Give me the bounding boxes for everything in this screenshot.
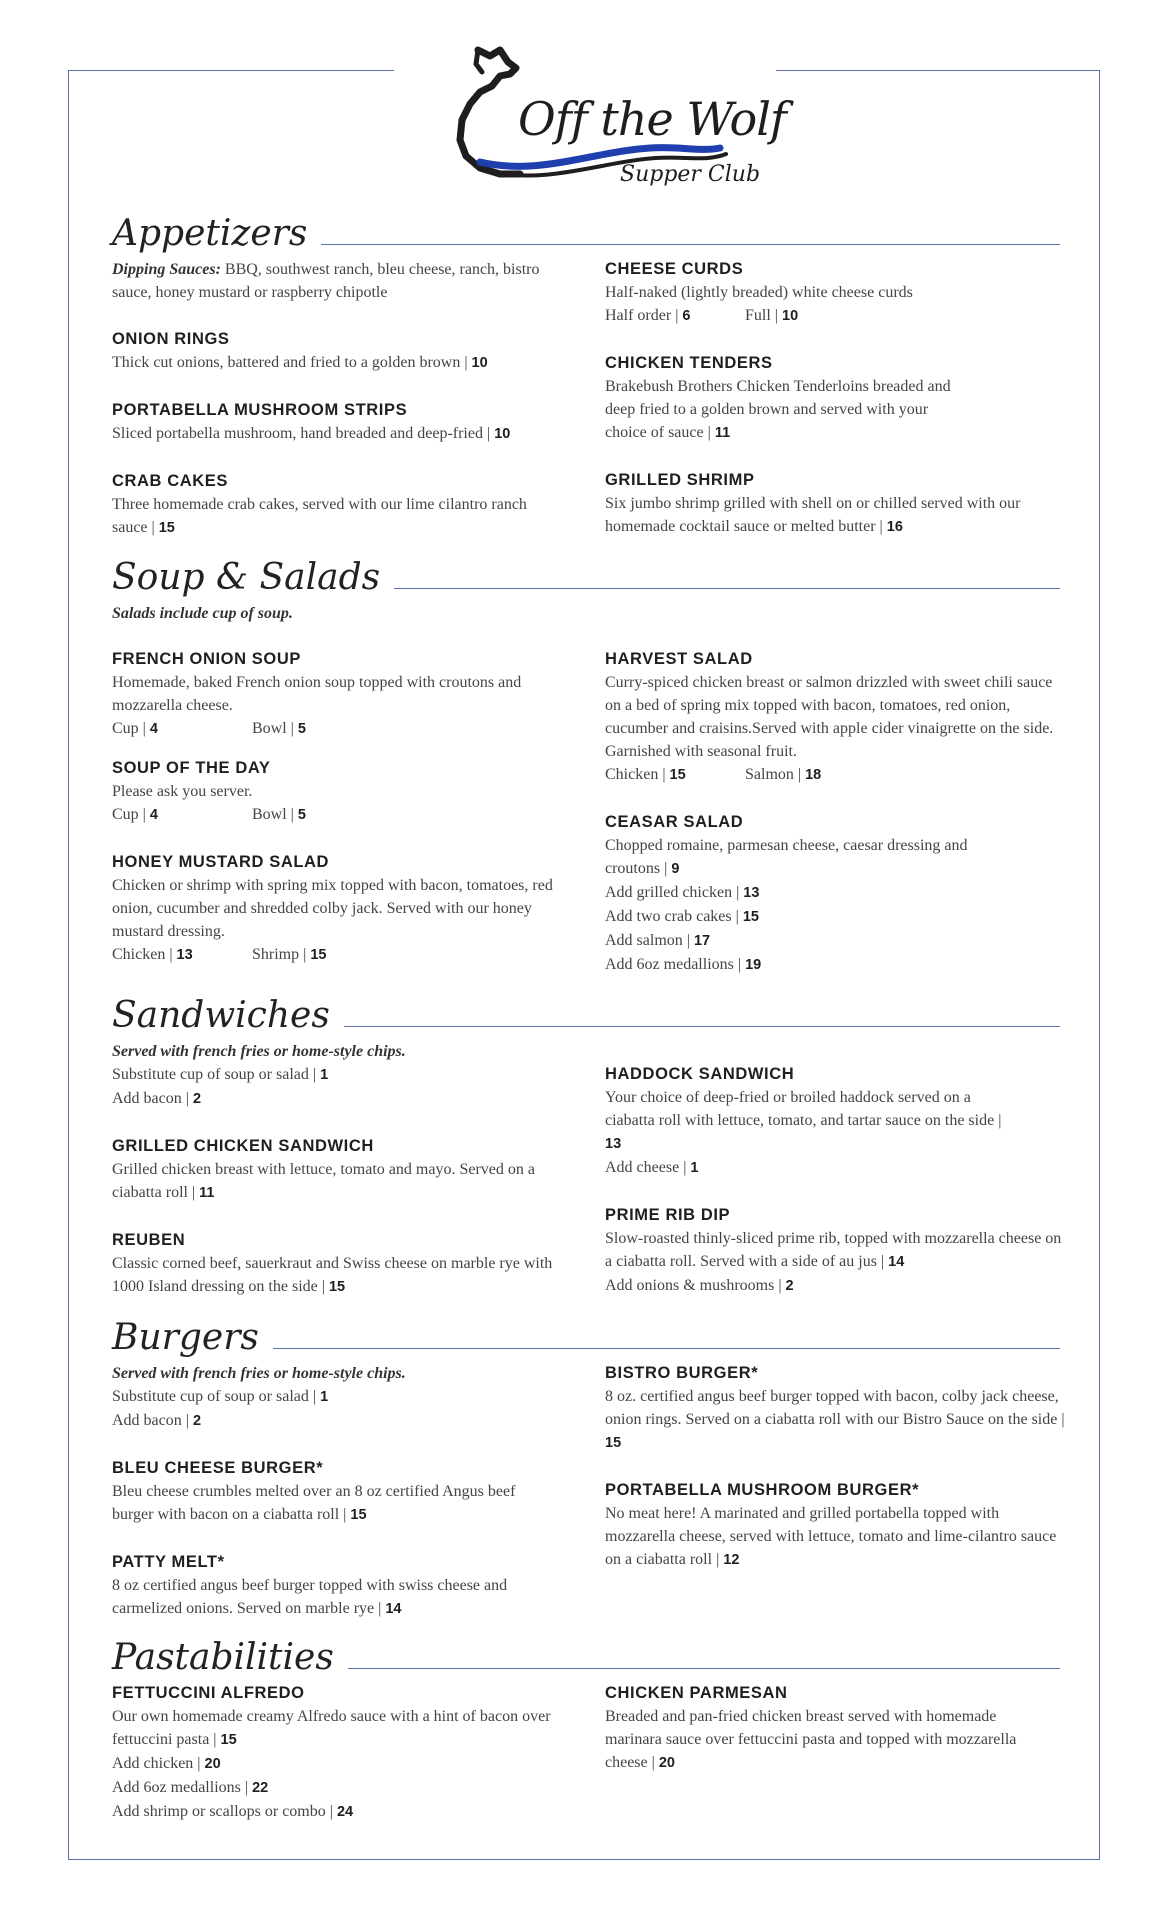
item-desc: Please ask you server. <box>112 783 253 800</box>
item-price: 11 <box>199 1185 215 1201</box>
option-price: 13 <box>176 947 193 963</box>
item-name: HARVEST SALAD <box>605 650 753 668</box>
right-column <box>605 1682 1070 1799</box>
option-label: Cup | <box>112 720 150 737</box>
addon-price: 15 <box>742 909 759 925</box>
addon-label: Substitute cup of soup or salad | <box>112 1388 321 1405</box>
left-column <box>112 258 577 564</box>
item-name: SOUP OF THE DAY <box>112 759 271 777</box>
soup-salads-section <box>112 556 1060 976</box>
addon-label: Add bacon | <box>112 1090 193 1107</box>
item-desc: Slow-roasted thinly-sliced prime rib, topped with mozzarella cheese on a ciabatta roll. Served with a side of au jus | <box>605 1230 1062 1270</box>
section-note: Salads include cup of soup. <box>112 605 293 622</box>
addon-label: Substitute cup of soup or salad | <box>112 1066 321 1083</box>
addon-price: 1 <box>320 1067 329 1083</box>
menu-item <box>112 1229 577 1299</box>
burgers-section <box>112 1316 1065 1617</box>
left-column <box>112 1682 577 1848</box>
menu-item <box>112 757 577 827</box>
item-name: BISTRO BURGER* <box>605 1364 759 1382</box>
sandwiches-section <box>112 994 1060 1294</box>
item-price: 14 <box>385 1601 402 1617</box>
option-label: Cup | <box>112 806 150 823</box>
section-note: Served with french fries or home-style chips. <box>112 1365 406 1382</box>
section-title: Soup & Salads <box>112 556 394 600</box>
logo-title: Off the Wolf <box>518 92 786 146</box>
item-name: GRILLED CHICKEN SANDWICH <box>112 1137 374 1155</box>
section-header <box>112 556 1060 600</box>
addon-label: Add cheese | <box>605 1159 691 1176</box>
addon-label: Add onions & mushrooms | <box>605 1277 786 1294</box>
dipping-sauces <box>112 258 577 304</box>
item-desc: Grilled chicken breast with lettuce, tomato and mayo. Served on a ciabatta roll | <box>112 1161 535 1201</box>
item-desc: Chicken or shrimp with spring mix topped with bacon, tomatoes, red onion, cucumber and shredded colby jack. Served with our honey mustard dressing. <box>112 877 553 940</box>
addon-label: Add bacon | <box>112 1412 193 1429</box>
option-price: 18 <box>805 767 822 783</box>
addon-price: 2 <box>192 1413 202 1429</box>
addon-price: 17 <box>693 933 711 949</box>
appetizers-section <box>112 212 1060 552</box>
item-desc: Half-naked (lightly breaded) white cheese curds <box>605 284 913 301</box>
item-desc: Sliced portabella mushroom, hand breaded and deep-fried | <box>112 425 495 442</box>
item-price: 15 <box>605 1435 622 1451</box>
item-desc: Chopped romaine, parmesan cheese, caesar dressing and croutons | <box>605 837 968 877</box>
option-price: 5 <box>297 807 306 823</box>
pastabilities-section <box>112 1636 1060 1836</box>
option-label: Shrimp | <box>252 946 311 963</box>
item-price: 15 <box>328 1279 346 1295</box>
section-notes <box>112 1362 577 1433</box>
section-title: Appetizers <box>112 212 321 256</box>
menu-item <box>112 648 577 741</box>
item-name: CHICKEN TENDERS <box>605 354 773 372</box>
item-desc: Your choice of deep-fried or broiled haddock served on a ciabatta roll with lettuce, tomato, and tartar sauce on the side | <box>605 1089 1002 1129</box>
section-header <box>112 1636 1060 1680</box>
menu-item <box>605 1479 1070 1572</box>
option-label: Chicken | <box>112 946 177 963</box>
menu-item <box>112 851 577 967</box>
menu-item <box>112 470 577 540</box>
addon-price: 24 <box>336 1804 354 1820</box>
item-name: ONION RINGS <box>112 330 230 348</box>
section-title: Burgers <box>112 1316 273 1360</box>
item-name: PRIME RIB DIP <box>605 1206 731 1224</box>
item-name: FRENCH ONION SOUP <box>112 650 301 668</box>
section-notes <box>112 1040 577 1111</box>
menu-item <box>605 258 1070 328</box>
item-name: CEASAR SALAD <box>605 813 744 831</box>
item-desc: Three homemade crab cakes, served with our lime cilantro ranch sauce | <box>112 496 527 536</box>
item-name: FETTUCCINI ALFREDO <box>112 1684 305 1702</box>
dipping-text: BBQ, southwest ranch, bleu cheese, ranch, bistro sauce, honey mustard or raspberry chipotle <box>112 261 540 301</box>
addon-label: Add salmon | <box>605 932 694 949</box>
option-label: Chicken | <box>605 766 670 783</box>
menu-item <box>112 1135 577 1205</box>
item-name: PATTY MELT* <box>112 1553 225 1571</box>
section-header <box>112 994 1060 1038</box>
addon-label: Add grilled chicken | <box>605 884 744 901</box>
menu-item <box>112 328 577 375</box>
addon-price: 2 <box>785 1278 794 1294</box>
item-name: PORTABELLA MUSHROOM BURGER* <box>605 1481 920 1499</box>
addon-label: Add chicken | <box>112 1755 205 1772</box>
item-price: 16 <box>886 519 903 535</box>
item-name: BLEU CHEESE BURGER* <box>112 1459 324 1477</box>
item-desc: 8 oz certified angus beef burger topped with swiss cheese and carmelized onions. Served on marble rye | <box>112 1577 508 1617</box>
item-desc: 8 oz. certified angus beef burger topped with bacon, colby jack cheese, onion rings. Served on a ciabatta roll with our Bistro Sauce on the side | <box>605 1388 1065 1428</box>
item-name: HONEY MUSTARD SALAD <box>112 853 330 871</box>
item-desc: Curry-spiced chicken breast or salmon drizzled with sweet chili sauce on a bed of spring mix topped with bacon, tomatoes, red onion, cucumber and craisins.Served with apple cider vinaigrette on the side. Garnished with seasonal fruit. <box>605 674 1054 760</box>
option-label: Salmon | <box>745 766 806 783</box>
menu-item <box>605 1204 1070 1298</box>
option-price: 4 <box>149 721 158 737</box>
section-note: Served with french fries or home-style chips. <box>112 1043 406 1060</box>
menu-item <box>605 1063 1070 1180</box>
menu-item <box>112 1551 577 1621</box>
item-desc: No meat here! A marinated and grilled portabella topped with mozzarella cheese, served with lettuce, tomato and lime-cilantro sauce on a ciabatta roll | <box>605 1505 1057 1568</box>
option-label: Full | <box>745 307 782 324</box>
item-price: 10 <box>471 355 488 371</box>
item-name: GRILLED SHRIMP <box>605 471 755 489</box>
item-desc: Our own homemade creamy Alfredo sauce with a hint of bacon over fettuccini pasta | <box>112 1708 551 1748</box>
menu-item <box>605 648 1070 787</box>
item-desc: Breaded and pan-fried chicken breast served with homemade marinara sauce over fettuccini pasta and topped with mozzarella cheese | <box>605 1708 1017 1771</box>
menu-item <box>112 399 577 446</box>
item-desc: Bleu cheese crumbles melted over an 8 oz certified Angus beef burger with bacon on a ciabatta roll | <box>112 1483 516 1523</box>
addon-label: Add two crab cakes | <box>605 908 743 925</box>
addon-price: 20 <box>204 1756 221 1772</box>
menu-item <box>605 1682 1070 1775</box>
addon-label: Add 6oz medallions | <box>605 956 746 973</box>
option-price: 15 <box>310 947 327 963</box>
addon-price: 22 <box>252 1780 269 1796</box>
menu-item <box>605 352 1070 445</box>
addon-price: 1 <box>320 1389 329 1405</box>
item-name: HADDOCK SANDWICH <box>605 1065 795 1083</box>
option-price: 6 <box>682 308 691 324</box>
item-price: 11 <box>714 425 731 441</box>
menu-item <box>605 811 1070 977</box>
item-price: 12 <box>723 1552 740 1568</box>
item-desc: Thick cut onions, battered and fried to a golden brown | <box>112 354 472 371</box>
item-name: CRAB CAKES <box>112 472 229 490</box>
item-name: CHEESE CURDS <box>605 260 744 278</box>
section-header <box>112 212 1060 256</box>
menu-item <box>605 469 1070 539</box>
left-column <box>112 1362 577 1645</box>
item-price: 15 <box>350 1507 367 1523</box>
item-desc: Brakebush Brothers Chicken Tenderloins breaded and deep fried to a golden brown and served with your choice of sauce | <box>605 378 951 441</box>
item-price: 10 <box>494 426 511 442</box>
section-header <box>112 1316 1060 1360</box>
addon-price: 19 <box>745 957 762 973</box>
option-price: 10 <box>782 308 799 324</box>
dipping-label: Dipping Sauces: <box>112 261 221 278</box>
restaurant-logo <box>420 44 786 204</box>
addon-price: 13 <box>743 885 760 901</box>
addon-price: 2 <box>192 1091 202 1107</box>
item-price: 15 <box>158 520 175 536</box>
right-column <box>605 1362 1070 1596</box>
item-name: PORTABELLA MUSHROOM STRIPS <box>112 401 408 419</box>
item-desc: Classic corned beef, sauerkraut and Swiss cheese on marble rye with 1000 Island dressing on the side | <box>112 1255 553 1295</box>
left-column <box>112 648 577 991</box>
menu-item <box>112 1457 577 1527</box>
right-column <box>605 648 1070 1001</box>
menu-item <box>605 1362 1070 1455</box>
option-label: Bowl | <box>252 720 298 737</box>
option-price: 5 <box>297 721 306 737</box>
item-price: 9 <box>671 861 680 877</box>
item-desc: Homemade, baked French onion soup topped with croutons and mozzarella cheese. <box>112 674 522 714</box>
right-column <box>605 258 1070 563</box>
option-label: Bowl | <box>252 806 298 823</box>
option-label: Half order | <box>605 307 683 324</box>
item-price: 13 <box>605 1136 622 1152</box>
item-desc: Six jumbo shrimp grilled with shell on or chilled served with our homemade cocktail sauce or melted butter | <box>605 495 1021 535</box>
item-price: 15 <box>220 1732 237 1748</box>
logo-subtitle: Supper Club <box>620 162 761 187</box>
addon-label: Add 6oz medallions | <box>112 1779 253 1796</box>
left-column <box>112 1040 577 1323</box>
section-title: Sandwiches <box>112 994 344 1038</box>
item-price: 14 <box>888 1254 905 1270</box>
item-name: CHICKEN PARMESAN <box>605 1684 788 1702</box>
addon-label: Add shrimp or scallops or combo | <box>112 1803 337 1820</box>
addon-price: 1 <box>690 1160 699 1176</box>
option-price: 4 <box>149 807 158 823</box>
item-name: REUBEN <box>112 1231 186 1249</box>
right-column <box>605 1063 1070 1322</box>
option-price: 15 <box>669 767 686 783</box>
item-price: 20 <box>658 1755 675 1771</box>
section-title: Pastabilities <box>112 1636 348 1680</box>
menu-item <box>112 1682 577 1824</box>
